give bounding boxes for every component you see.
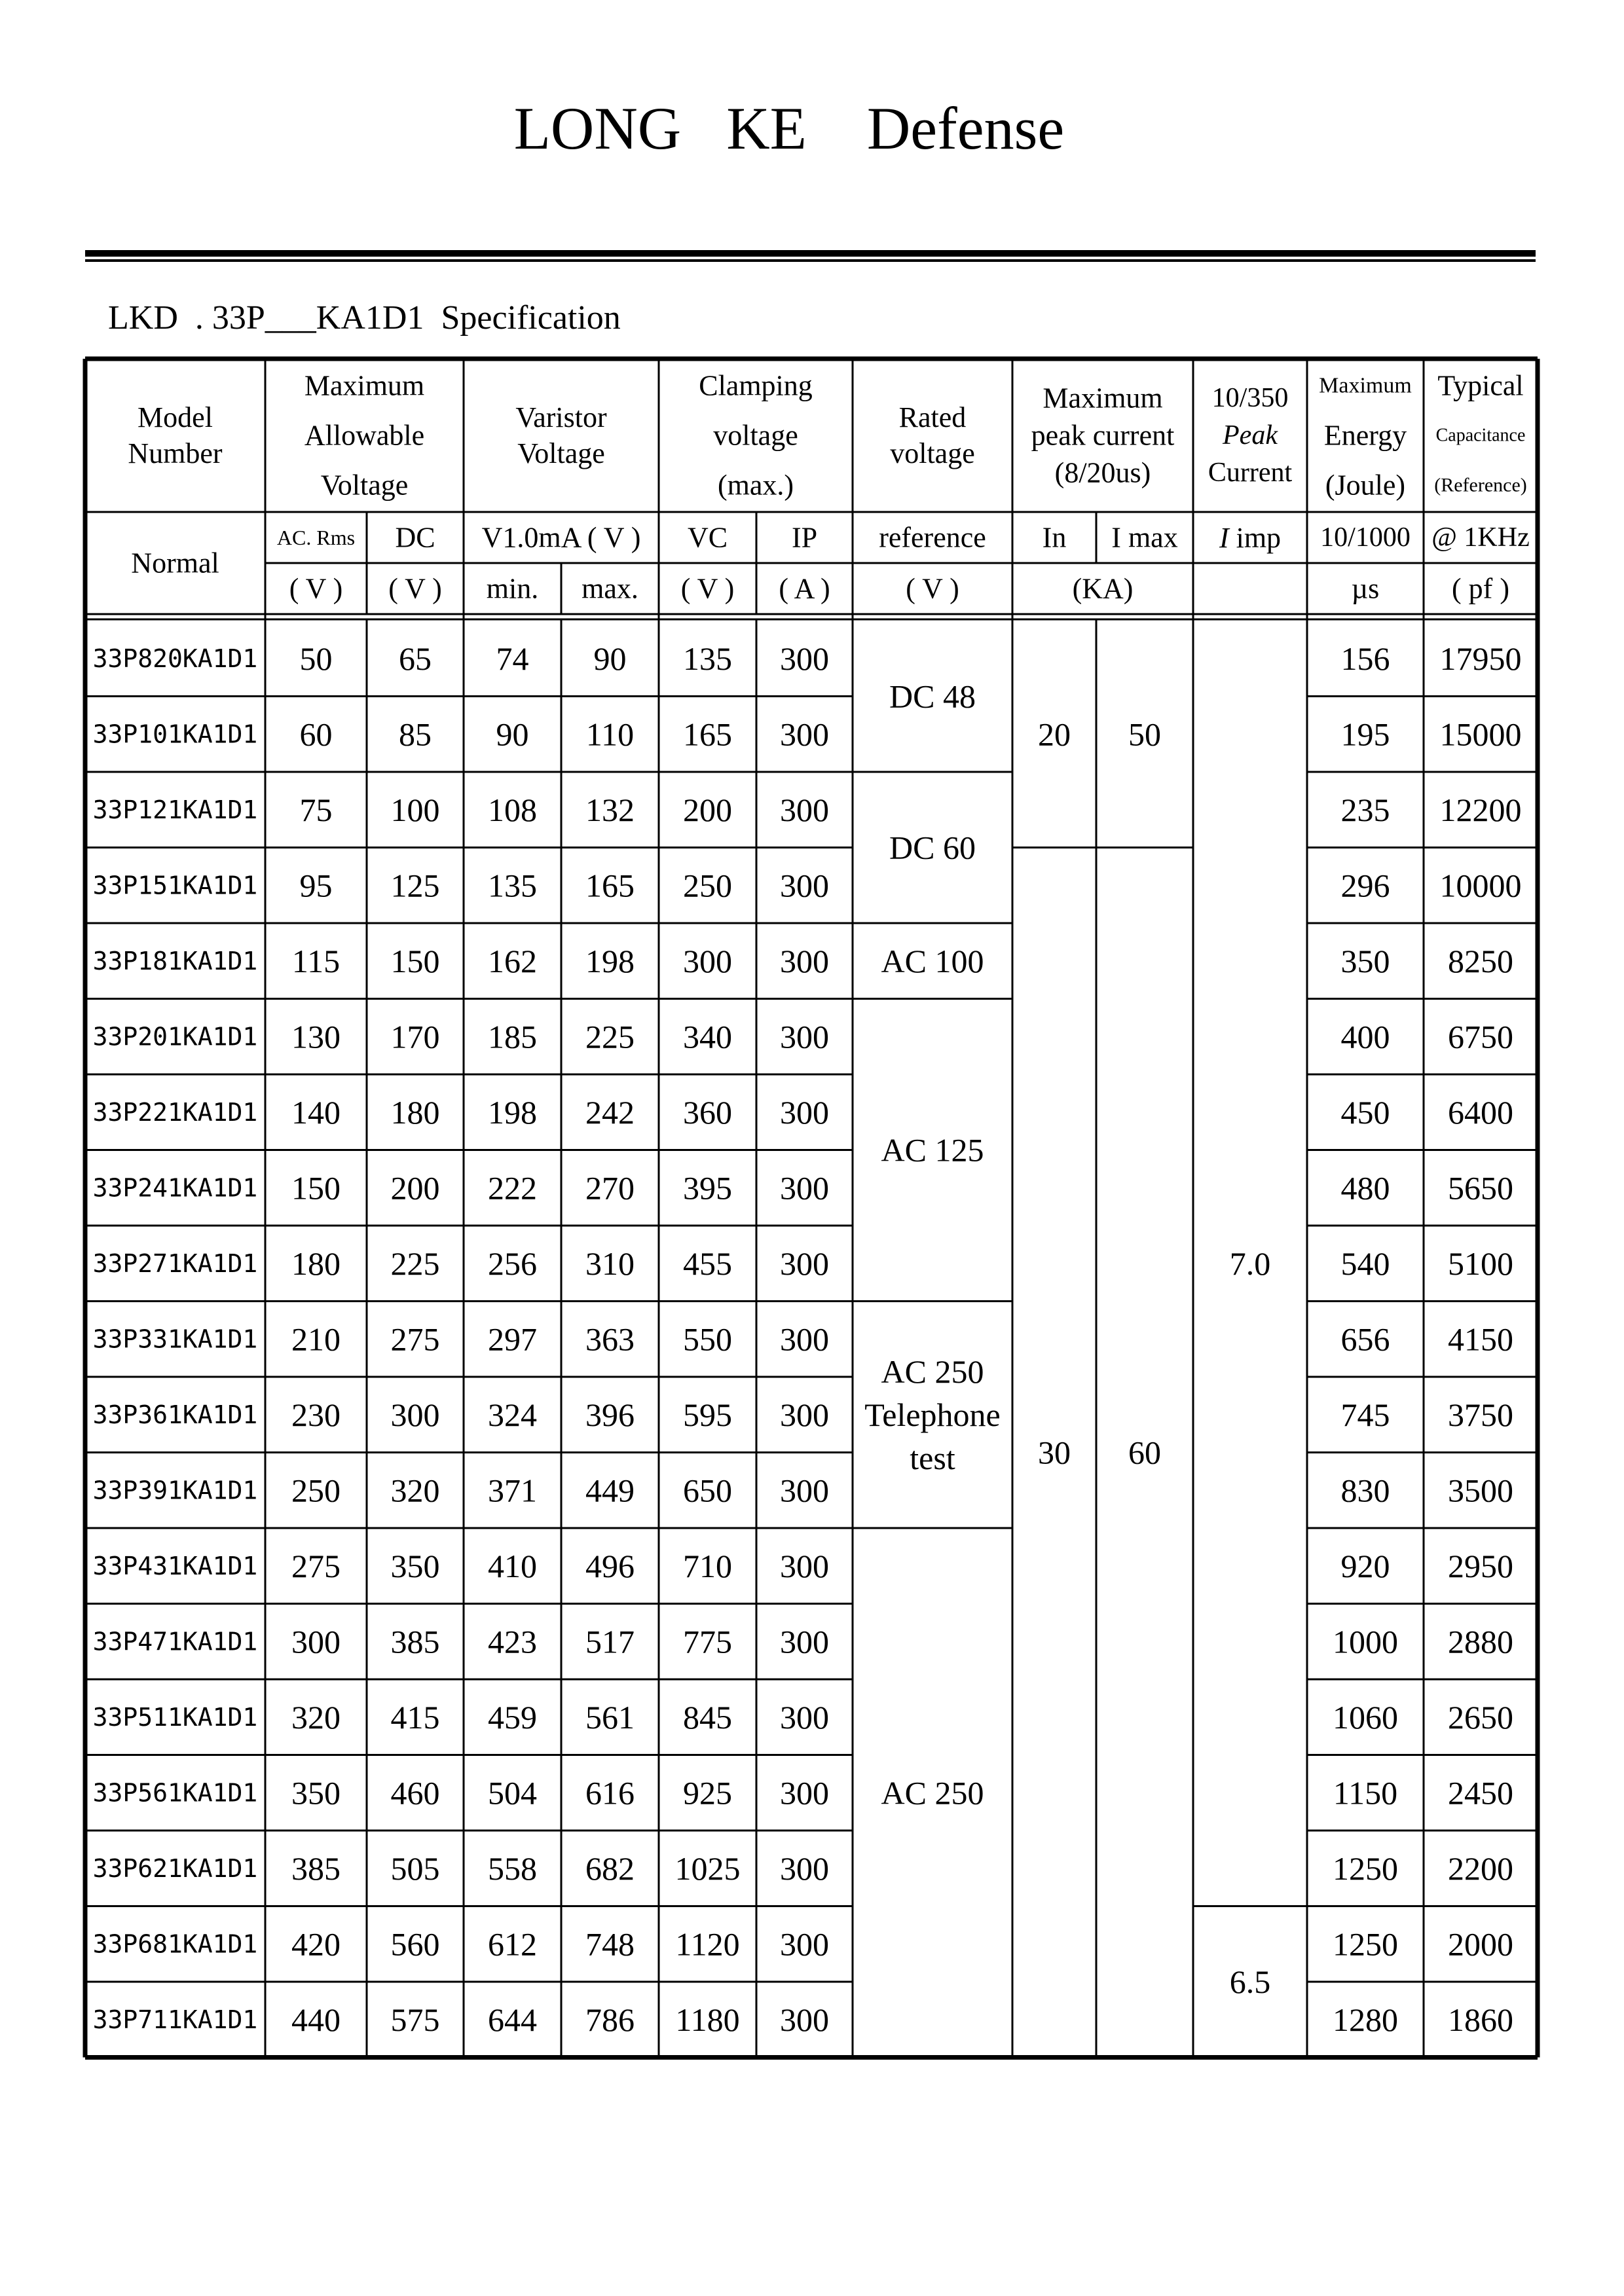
energy-value: 745 bbox=[1340, 1396, 1390, 1433]
clamping-vc-value: 550 bbox=[683, 1321, 732, 1358]
header-10-1000: 10/1000 bbox=[1320, 522, 1411, 553]
varistor-max-value: 396 bbox=[585, 1396, 635, 1433]
varistor-min-value: 504 bbox=[488, 1774, 537, 1812]
varistor-max-value: 242 bbox=[585, 1093, 635, 1131]
clamping-ip-value: 300 bbox=[780, 1321, 829, 1358]
ac-rms-value: 250 bbox=[291, 1472, 341, 1509]
varistor-max-value: 132 bbox=[585, 791, 635, 828]
ac-rms-value: 140 bbox=[291, 1093, 341, 1131]
clamping-vc-value: 200 bbox=[683, 791, 732, 828]
energy-value: 830 bbox=[1340, 1472, 1390, 1509]
varistor-max-value: 449 bbox=[585, 1472, 635, 1509]
energy-value: 656 bbox=[1340, 1321, 1390, 1358]
header-rated-voltage: voltage bbox=[890, 437, 975, 469]
varistor-max-value: 496 bbox=[585, 1547, 635, 1584]
energy-value: 350 bbox=[1340, 942, 1390, 979]
capacitance-value: 12200 bbox=[1439, 791, 1522, 828]
varistor-min-value: 108 bbox=[488, 791, 537, 828]
dc-value: 575 bbox=[390, 2001, 440, 2038]
unit-max: max. bbox=[581, 572, 638, 605]
model-number: 33P201KA1D1 bbox=[92, 1022, 258, 1051]
model-number: 33P121KA1D1 bbox=[92, 795, 258, 824]
ac-rms-value: 150 bbox=[291, 1169, 341, 1207]
clamping-ip-value: 300 bbox=[780, 1472, 829, 1509]
capacitance-value: 8250 bbox=[1448, 942, 1513, 979]
unit-us: µs bbox=[1351, 572, 1380, 605]
unit-pf: ( pf ) bbox=[1452, 572, 1509, 605]
dc-value: 560 bbox=[390, 1925, 440, 1963]
header-max-allowable-voltage: Maximum bbox=[304, 369, 425, 402]
varistor-min-value: 612 bbox=[488, 1925, 537, 1963]
header-imax: I max bbox=[1111, 521, 1178, 554]
clamping-ip-value: 300 bbox=[780, 1018, 829, 1055]
unit-v: ( V ) bbox=[388, 572, 442, 605]
capacitance-value: 2450 bbox=[1448, 1774, 1513, 1812]
dc-value: 505 bbox=[390, 1850, 440, 1887]
header-i-imp: I imp bbox=[1219, 521, 1282, 554]
varistor-max-value: 786 bbox=[585, 2001, 635, 2038]
header-model-number: Number bbox=[128, 437, 223, 469]
header-max-energy: Energy bbox=[1323, 419, 1407, 452]
varistor-max-value: 310 bbox=[585, 1245, 635, 1282]
clamping-vc-value: 710 bbox=[683, 1547, 732, 1584]
header-max-allowable-voltage: Voltage bbox=[320, 469, 409, 501]
model-number: 33P271KA1D1 bbox=[92, 1248, 258, 1278]
clamping-vc-value: 1025 bbox=[674, 1850, 741, 1887]
clamping-ip-value: 300 bbox=[780, 1623, 829, 1660]
model-number: 33P221KA1D1 bbox=[92, 1097, 258, 1127]
energy-value: 156 bbox=[1340, 640, 1390, 677]
capacitance-value: 5650 bbox=[1448, 1169, 1513, 1207]
clamping-vc-value: 925 bbox=[683, 1774, 732, 1812]
energy-value: 1060 bbox=[1333, 1698, 1398, 1736]
model-number: 33P431KA1D1 bbox=[92, 1551, 258, 1580]
varistor-min-value: 324 bbox=[488, 1396, 537, 1433]
clamping-ip-value: 300 bbox=[780, 791, 829, 828]
capacitance-value: 2000 bbox=[1448, 1925, 1513, 1963]
in-value: 30 bbox=[1038, 1434, 1071, 1471]
varistor-max-value: 110 bbox=[585, 716, 635, 753]
clamping-vc-value: 1180 bbox=[675, 2001, 740, 2038]
imax-value: 60 bbox=[1128, 1434, 1161, 1471]
dc-value: 170 bbox=[390, 1018, 440, 1055]
varistor-max-value: 225 bbox=[585, 1018, 635, 1055]
dc-value: 275 bbox=[390, 1321, 440, 1358]
varistor-max-value: 517 bbox=[585, 1623, 635, 1660]
header-v1ma: V1.0mA ( V ) bbox=[481, 521, 641, 554]
dc-value: 460 bbox=[390, 1774, 440, 1812]
model-number: 33P820KA1D1 bbox=[92, 644, 258, 673]
header-vc: VC bbox=[687, 521, 728, 554]
varistor-max-value: 90 bbox=[593, 640, 627, 677]
imp-value: 7.0 bbox=[1229, 1245, 1271, 1282]
ac-rms-value: 95 bbox=[299, 867, 333, 904]
varistor-min-value: 297 bbox=[488, 1321, 537, 1358]
dc-value: 65 bbox=[399, 640, 432, 677]
rated-voltage-value: Telephone bbox=[864, 1396, 1001, 1433]
model-number: 33P471KA1D1 bbox=[92, 1627, 258, 1656]
varistor-min-value: 90 bbox=[496, 716, 529, 753]
capacitance-value: 5100 bbox=[1448, 1245, 1513, 1282]
clamping-vc-value: 1120 bbox=[675, 1925, 740, 1963]
energy-value: 920 bbox=[1340, 1547, 1390, 1584]
dc-value: 85 bbox=[399, 716, 432, 753]
clamping-vc-value: 395 bbox=[683, 1169, 732, 1207]
varistor-min-value: 459 bbox=[488, 1698, 537, 1736]
header-max-peak-current: (8/20us) bbox=[1054, 456, 1151, 489]
header-clamping-voltage: voltage bbox=[713, 419, 798, 452]
capacitance-value: 17950 bbox=[1439, 640, 1522, 677]
varistor-min-value: 644 bbox=[488, 2001, 537, 2038]
model-number: 33P561KA1D1 bbox=[92, 1778, 258, 1808]
header-at-1khz: @ 1KHz bbox=[1431, 522, 1530, 553]
model-number: 33P391KA1D1 bbox=[92, 1476, 258, 1505]
clamping-vc-value: 165 bbox=[683, 716, 732, 753]
ac-rms-value: 275 bbox=[291, 1547, 341, 1584]
varistor-max-value: 748 bbox=[585, 1925, 635, 1963]
ac-rms-value: 130 bbox=[291, 1018, 341, 1055]
energy-value: 195 bbox=[1340, 716, 1390, 753]
clamping-ip-value: 300 bbox=[780, 1850, 829, 1887]
header-ac-rms: AC. Rms bbox=[276, 526, 356, 549]
header-normal: Normal bbox=[131, 547, 219, 579]
capacitance-value: 3500 bbox=[1448, 1472, 1513, 1509]
varistor-min-value: 423 bbox=[488, 1623, 537, 1660]
in-value: 20 bbox=[1038, 716, 1071, 753]
clamping-ip-value: 300 bbox=[780, 1547, 829, 1584]
header-typical-capacitance: Capacitance bbox=[1435, 425, 1526, 446]
header-max-allowable-voltage: Allowable bbox=[304, 419, 425, 452]
header-max-peak-current: Maximum bbox=[1043, 382, 1163, 414]
model-number: 33P511KA1D1 bbox=[92, 1702, 258, 1732]
ac-rms-value: 420 bbox=[291, 1925, 341, 1963]
clamping-vc-value: 650 bbox=[683, 1472, 732, 1509]
model-number: 33P621KA1D1 bbox=[92, 1853, 258, 1883]
rated-voltage-value: AC 125 bbox=[881, 1131, 984, 1169]
header-ip: IP bbox=[791, 521, 818, 554]
energy-value: 400 bbox=[1340, 1018, 1390, 1055]
varistor-max-value: 270 bbox=[585, 1169, 635, 1207]
dc-value: 320 bbox=[390, 1472, 440, 1509]
varistor-min-value: 222 bbox=[488, 1169, 537, 1207]
varistor-min-value: 256 bbox=[488, 1245, 537, 1282]
rated-voltage-value: DC 48 bbox=[889, 678, 976, 715]
varistor-min-value: 162 bbox=[488, 942, 537, 979]
header-10-350-peak-current: Peak bbox=[1223, 420, 1278, 450]
dc-value: 385 bbox=[390, 1623, 440, 1660]
dc-value: 415 bbox=[390, 1698, 440, 1736]
clamping-vc-value: 340 bbox=[683, 1018, 732, 1055]
clamping-vc-value: 135 bbox=[683, 640, 732, 677]
energy-value: 450 bbox=[1340, 1093, 1390, 1131]
energy-value: 1280 bbox=[1333, 2001, 1398, 2038]
header-dc: DC bbox=[395, 521, 435, 554]
varistor-max-value: 616 bbox=[585, 1774, 635, 1812]
energy-value: 480 bbox=[1340, 1169, 1390, 1207]
varistor-max-value: 363 bbox=[585, 1321, 635, 1358]
model-number: 33P241KA1D1 bbox=[92, 1173, 258, 1203]
dc-value: 150 bbox=[390, 942, 440, 979]
clamping-ip-value: 300 bbox=[780, 1774, 829, 1812]
capacitance-value: 2200 bbox=[1448, 1850, 1513, 1887]
clamping-vc-value: 455 bbox=[683, 1245, 732, 1282]
header-clamping-voltage: (max.) bbox=[717, 469, 794, 501]
ac-rms-value: 180 bbox=[291, 1245, 341, 1282]
header-rated-voltage: Rated bbox=[898, 401, 967, 433]
energy-value: 1000 bbox=[1333, 1623, 1398, 1660]
ac-rms-value: 385 bbox=[291, 1850, 341, 1887]
header-in: In bbox=[1042, 521, 1067, 554]
header-typical-capacitance: Typical bbox=[1437, 369, 1524, 402]
specification-title: LKD . 33P___KA1D1 Specification bbox=[108, 299, 621, 337]
ac-rms-value: 320 bbox=[291, 1698, 341, 1736]
imp-value: 6.5 bbox=[1229, 1963, 1271, 2000]
energy-value: 1250 bbox=[1333, 1850, 1398, 1887]
energy-value: 1250 bbox=[1333, 1925, 1398, 1963]
varistor-min-value: 185 bbox=[488, 1018, 537, 1055]
unit-ka: (KA) bbox=[1072, 572, 1134, 605]
energy-value: 296 bbox=[1340, 867, 1390, 904]
capacitance-value: 4150 bbox=[1448, 1321, 1513, 1358]
clamping-vc-value: 250 bbox=[683, 867, 732, 904]
varistor-max-value: 561 bbox=[585, 1698, 635, 1736]
dc-value: 300 bbox=[390, 1396, 440, 1433]
varistor-min-value: 198 bbox=[488, 1093, 537, 1131]
ac-rms-value: 50 bbox=[299, 640, 333, 677]
capacitance-value: 2880 bbox=[1448, 1623, 1513, 1660]
energy-value: 1150 bbox=[1333, 1774, 1398, 1812]
header-10-350-peak-current: 10/350 bbox=[1211, 383, 1289, 413]
header-varistor-voltage: Varistor bbox=[515, 401, 607, 433]
rated-voltage-value: test bbox=[910, 1439, 955, 1476]
header-varistor-voltage: Voltage bbox=[517, 437, 605, 469]
ac-rms-value: 210 bbox=[291, 1321, 341, 1358]
varistor-min-value: 135 bbox=[488, 867, 537, 904]
varistor-min-value: 410 bbox=[488, 1547, 537, 1584]
varistor-min-value: 558 bbox=[488, 1850, 537, 1887]
ac-rms-value: 115 bbox=[291, 942, 341, 979]
dc-value: 350 bbox=[390, 1547, 440, 1584]
ac-rms-value: 440 bbox=[291, 2001, 341, 2038]
ac-rms-value: 60 bbox=[299, 716, 333, 753]
header-typical-capacitance: (Reference) bbox=[1434, 474, 1527, 496]
capacitance-value: 2650 bbox=[1448, 1698, 1513, 1736]
ac-rms-value: 350 bbox=[291, 1774, 341, 1812]
varistor-min-value: 371 bbox=[488, 1472, 537, 1509]
clamping-ip-value: 300 bbox=[780, 1169, 829, 1207]
clamping-ip-value: 300 bbox=[780, 716, 829, 753]
dc-value: 225 bbox=[390, 1245, 440, 1282]
clamping-ip-value: 300 bbox=[780, 2001, 829, 2038]
clamping-vc-value: 300 bbox=[683, 942, 732, 979]
header-max-energy: (Joule) bbox=[1325, 469, 1406, 501]
model-number: 33P361KA1D1 bbox=[92, 1400, 258, 1429]
capacitance-value: 15000 bbox=[1439, 716, 1522, 753]
dc-value: 180 bbox=[390, 1093, 440, 1131]
model-number: 33P151KA1D1 bbox=[92, 871, 258, 900]
rated-voltage-value: AC 250 bbox=[881, 1774, 984, 1812]
clamping-ip-value: 300 bbox=[780, 1698, 829, 1736]
capacitance-value: 10000 bbox=[1439, 867, 1522, 904]
clamping-ip-value: 300 bbox=[780, 867, 829, 904]
model-number: 33P181KA1D1 bbox=[92, 946, 258, 975]
capacitance-value: 6750 bbox=[1448, 1018, 1513, 1055]
model-number: 33P711KA1D1 bbox=[92, 2005, 258, 2034]
ac-rms-value: 75 bbox=[299, 791, 333, 828]
clamping-ip-value: 300 bbox=[780, 1093, 829, 1131]
header-model-number: Model bbox=[138, 401, 213, 433]
capacitance-value: 2950 bbox=[1448, 1547, 1513, 1584]
clamping-vc-value: 775 bbox=[683, 1623, 732, 1660]
clamping-vc-value: 845 bbox=[683, 1698, 732, 1736]
unit-v: ( V ) bbox=[906, 572, 959, 605]
clamping-vc-value: 595 bbox=[683, 1396, 732, 1433]
rated-voltage-value: AC 100 bbox=[881, 942, 984, 979]
clamping-ip-value: 300 bbox=[780, 942, 829, 979]
header-10-350-peak-current: Current bbox=[1208, 458, 1293, 488]
header-max-energy: Maximum bbox=[1319, 373, 1412, 398]
varistor-max-value: 682 bbox=[585, 1850, 635, 1887]
header-reference: reference bbox=[879, 521, 986, 554]
clamping-vc-value: 360 bbox=[683, 1093, 732, 1131]
energy-value: 235 bbox=[1340, 791, 1390, 828]
dc-value: 100 bbox=[390, 791, 440, 828]
imax-value: 50 bbox=[1128, 716, 1161, 753]
document-title: LONG KE Defense bbox=[513, 95, 1065, 162]
capacitance-value: 6400 bbox=[1448, 1093, 1513, 1131]
dc-value: 200 bbox=[390, 1169, 440, 1207]
ac-rms-value: 300 bbox=[291, 1623, 341, 1660]
capacitance-value: 3750 bbox=[1448, 1396, 1513, 1433]
clamping-ip-value: 300 bbox=[780, 1245, 829, 1282]
model-number: 33P681KA1D1 bbox=[92, 1929, 258, 1959]
unit-a: ( A ) bbox=[779, 572, 830, 605]
ac-rms-value: 230 bbox=[291, 1396, 341, 1433]
model-number: 33P101KA1D1 bbox=[92, 720, 258, 749]
unit-v: ( V ) bbox=[680, 572, 735, 605]
header-clamping-voltage: Clamping bbox=[699, 369, 813, 402]
capacitance-value: 1860 bbox=[1448, 2001, 1513, 2038]
unit-min: min. bbox=[486, 572, 539, 605]
energy-value: 540 bbox=[1340, 1245, 1390, 1282]
rated-voltage-value: DC 60 bbox=[889, 829, 976, 866]
unit-v: ( V ) bbox=[289, 572, 343, 605]
model-number: 33P331KA1D1 bbox=[92, 1324, 258, 1354]
clamping-ip-value: 300 bbox=[780, 640, 829, 677]
varistor-max-value: 165 bbox=[585, 867, 635, 904]
dc-value: 125 bbox=[390, 867, 440, 904]
varistor-min-value: 74 bbox=[496, 640, 529, 677]
clamping-ip-value: 300 bbox=[780, 1925, 829, 1963]
clamping-ip-value: 300 bbox=[780, 1396, 829, 1433]
header-max-peak-current: peak current bbox=[1031, 419, 1175, 452]
varistor-max-value: 198 bbox=[585, 942, 635, 979]
rated-voltage-value: AC 250 bbox=[881, 1353, 984, 1390]
